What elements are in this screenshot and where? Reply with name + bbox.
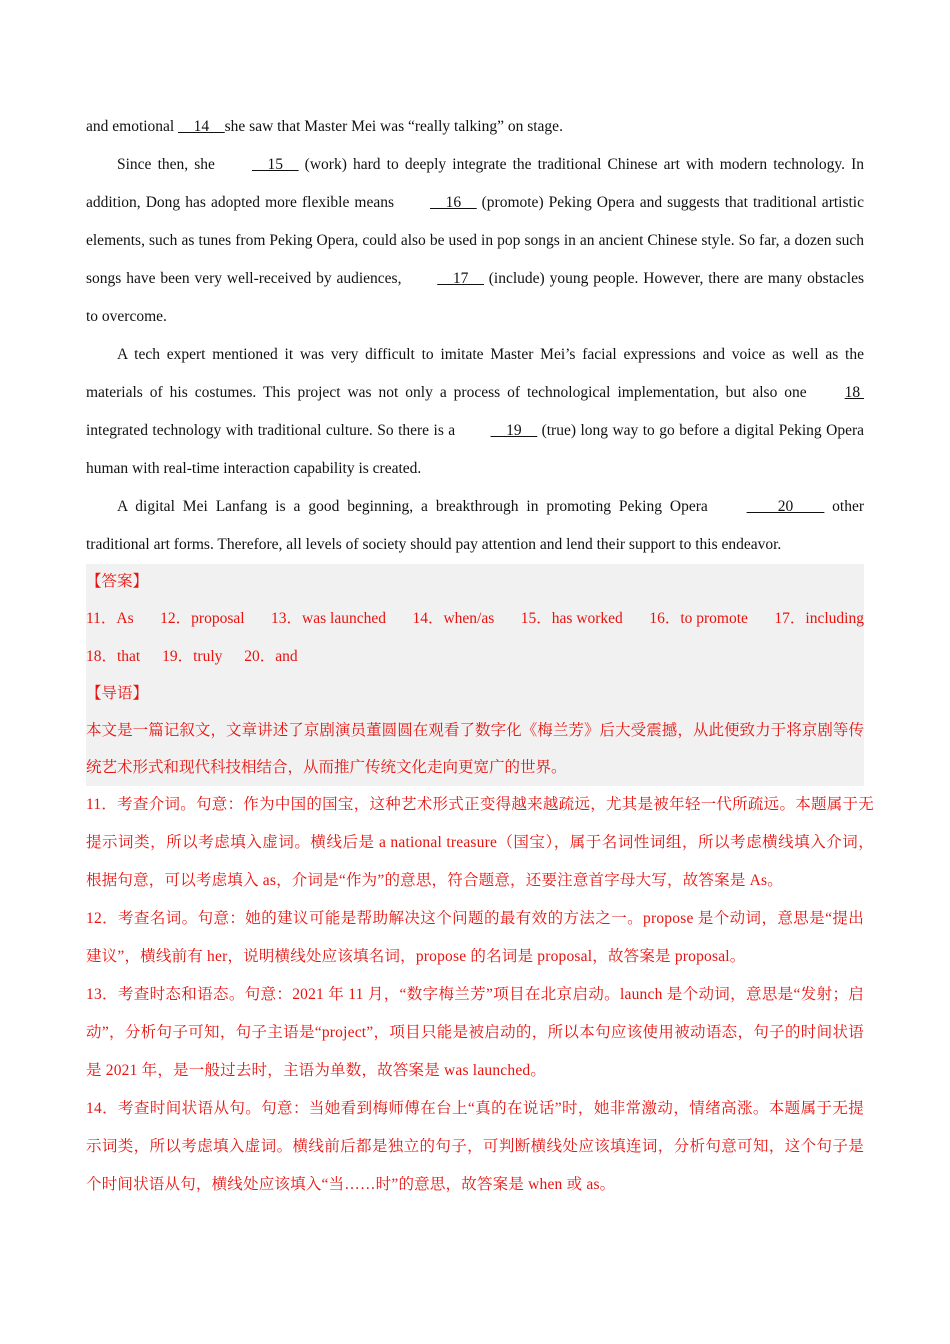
passage-paragraph-2: Since then, she __15__ (work) hard to deeply integrate the traditional Chinese art with modern technology. In addition, Dong has adopted more flexible means __16__ (promote) Peking Opera and suggests that traditional artistic elements, such as tunes from Peking Opera, could also be used in pop songs in an ancient Chinese style. So far, a dozen such songs have been very well-received by audiences, __17__ (include) young people. However, there are many obstacles to overcome. <box>86 146 864 336</box>
answer-item: 14．when/as <box>412 610 495 627</box>
explanations <box>86 786 874 1204</box>
answer-item: 13．was launched <box>271 610 386 627</box>
answer-section <box>86 564 864 786</box>
answer-item: 16．to promote <box>649 610 748 627</box>
answer-item: 18．that <box>86 648 141 665</box>
passage-paragraph-1: and emotional __14__she saw that Master Mei was “really talking” on stage. <box>86 108 864 146</box>
passage-paragraph-3: A tech expert mentioned it was very difficult to imitate Master Mei’s facial expressions and voice as well as the materials of his costumes. This project was not only a process of technological implementation, but also one 18 integrated technology with traditional culture. So there is a __19__ (true) long way to go before a digital Peking Opera human with real-time interaction capability is created. <box>86 346 864 477</box>
answer-item: 15．has worked <box>520 610 623 627</box>
explanation-12: 12．考查名词。句意：她的建议可能是帮助解决这个问题的最有效的方法之一。propose 是个动词，意思是“提出建议”，横线前有 her，说明横线处应该填名词，propose 的名词是 proposal，故答案是 proposal。 <box>86 910 864 965</box>
blank-18: 18 <box>844 384 864 401</box>
guide-text: 本文是一篇记叙文，文章讲述了京剧演员董圆圆在观看了数字化《梅兰芳》后大受震撼，从此便致力于将京剧等传统艺术形式和现代科技相结合，从而推广传统文化走向更宽广的世界。 <box>86 722 864 776</box>
blank-17: __17__ <box>437 270 484 287</box>
guide-heading: 【导语】 <box>86 685 149 702</box>
explanation-14: 14．考查时间状语从句。句意：当她看到梅师傅在台上“真的在说话”时，她非常激动，情绪高涨。本题属于无提示词类，所以考虑填入虚词。横线前后都是独立的句子，可判断横线处应该填连词，分析句意可知，这个句子是个时间状语从句，横线处应该填入“当……时”的意思，故答案是 when 或 as。 <box>86 1100 864 1193</box>
document-page <box>86 108 874 1204</box>
passage-paragraph-4: A digital Mei Lanfang is a good beginning, a breakthrough in promoting Peking Opera ____20____ other traditional art forms. Therefore, all levels of society should pay attention and lend their support to this endeavor. <box>86 488 864 564</box>
blank-15: __15__ <box>252 156 299 173</box>
blank-14: __14__ <box>178 118 225 135</box>
answer-item: 11．As <box>86 610 134 627</box>
answer-item: 12．proposal <box>160 610 245 627</box>
explanation-13: 13．考查时态和语态。句意：2021 年 11 月，“数字梅兰芳”项目在北京启动。launch 是个动词，意思是“发射；启动”，分析句子可知，句子主语是“project”，项目只能是被启动的，所以本句应该使用被动语态，句子的时间状语是 2021 年，是一般过去时，主语为单数，故答案是 was launched。 <box>86 986 864 1079</box>
answer-row-2 <box>86 638 864 676</box>
answer-item: 17．including <box>774 610 864 627</box>
explanation-11: 11．考查介词。句意：作为中国的国宝，这种艺术形式正变得越来越疏远，尤其是被年轻一代所疏远。本题属于无提示词类，所以考虑填入虚词。横线后是 a national treasure（国宝），属于名词性词组，所以考虑横线填入介词，根据句意，可以考虑填入 as，介词是“作为”的意思，符合题意，还要注意首字母大写，故答案是 As。 <box>86 796 874 889</box>
answer-item: 19．truly <box>162 648 223 665</box>
blank-20: ____20____ <box>746 498 825 515</box>
blank-16: __16__ <box>430 194 477 211</box>
blank-19: __19__ <box>490 422 538 439</box>
answer-item: 20．and <box>244 648 298 665</box>
answer-heading: 【答案】 <box>86 573 149 590</box>
answer-row-1 <box>86 600 864 638</box>
